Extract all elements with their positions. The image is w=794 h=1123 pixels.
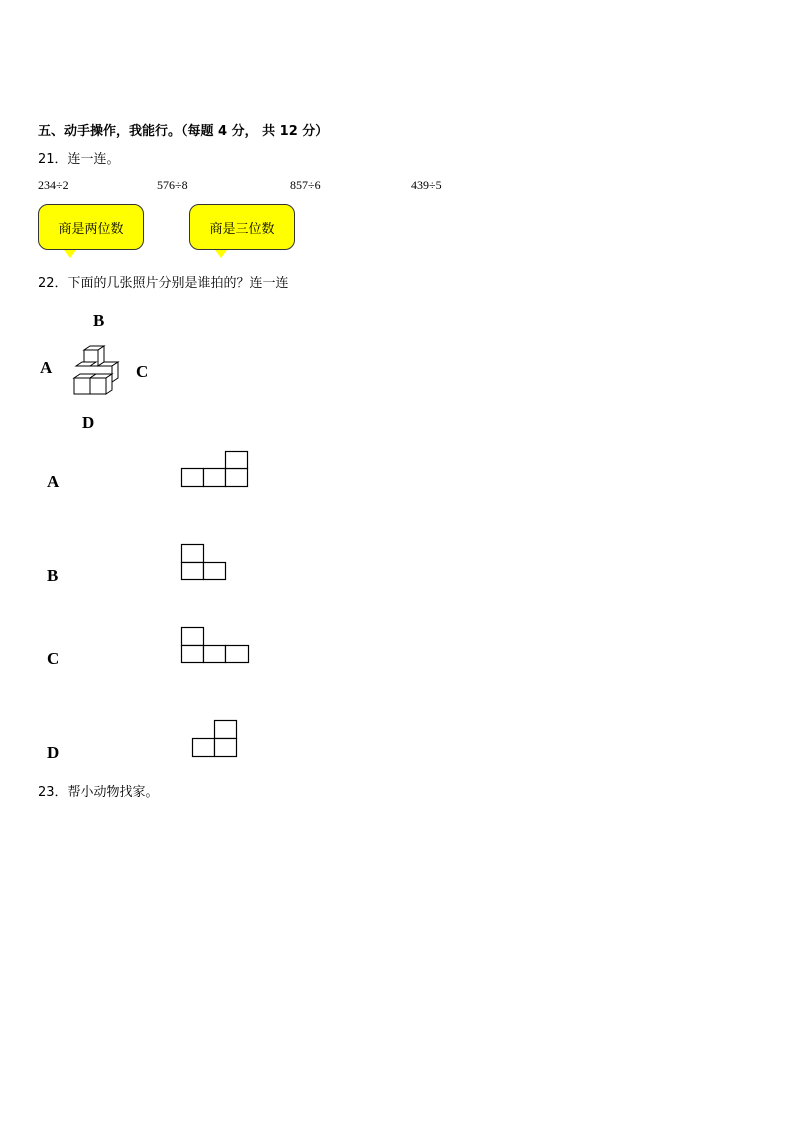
bubble-two-digit[interactable] xyxy=(38,204,144,258)
view-b-shape[interactable] xyxy=(181,544,227,582)
view-c-shape[interactable] xyxy=(181,627,250,665)
section-title: 五、动手操作，我能行。（每题 4 分， 共 12 分） xyxy=(38,124,329,139)
option-a-letter[interactable]: A xyxy=(47,472,60,491)
view-d-shape[interactable] xyxy=(192,720,238,759)
bubble-three-digit-label: 商是三位数 xyxy=(189,204,295,250)
expression-2[interactable]: 576÷8 xyxy=(157,178,188,192)
option-c-letter[interactable]: C xyxy=(47,649,60,668)
direction-a: A xyxy=(40,358,53,377)
question-21-label: 21．连一连。 xyxy=(38,152,120,167)
direction-c: C xyxy=(136,362,149,381)
expression-4[interactable]: 439÷5 xyxy=(411,178,442,192)
bubble-two-digit-label: 商是两位数 xyxy=(38,204,144,250)
direction-b: B xyxy=(93,311,105,330)
bubble-tail xyxy=(64,250,76,258)
direction-d: D xyxy=(82,413,95,432)
bubble-tail xyxy=(215,250,227,258)
option-d-letter[interactable]: D xyxy=(47,743,60,762)
expression-1[interactable]: 234÷2 xyxy=(38,178,69,192)
option-b-letter[interactable]: B xyxy=(47,566,59,585)
bubble-three-digit[interactable] xyxy=(189,204,295,258)
cube-stack-figure xyxy=(70,344,120,400)
view-a-shape[interactable] xyxy=(181,451,249,489)
expression-3[interactable]: 857÷6 xyxy=(290,178,321,192)
question-22-label: 22．下面的几张照片分别是谁拍的？连一连 xyxy=(38,276,289,291)
question-23-label: 23．帮小动物找家。 xyxy=(38,785,159,800)
